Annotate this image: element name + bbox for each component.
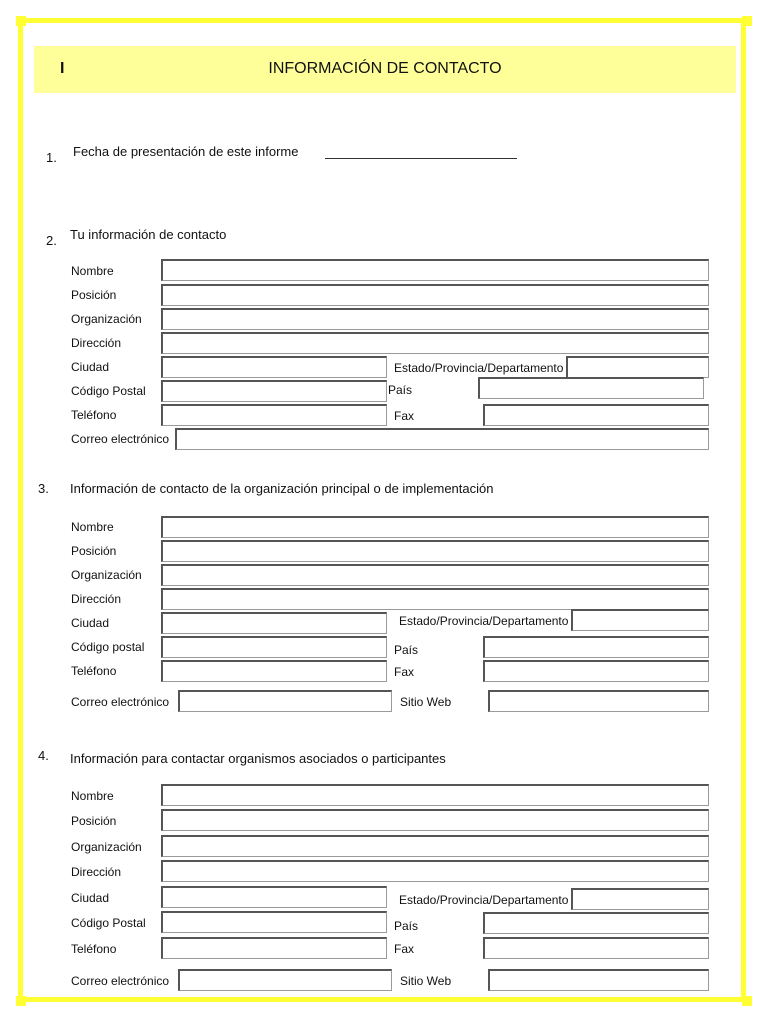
q3-label-ciudad: Ciudad [71, 616, 110, 630]
q3-number: 3. [38, 481, 49, 496]
q4-label-organizacion: Organización [71, 840, 142, 854]
q4-label-nombre: Nombre [71, 789, 114, 803]
q3-label-web: Sitio Web [400, 695, 452, 709]
q3-label-nombre: Nombre [71, 520, 114, 534]
q2-label-posicion: Posición [71, 288, 117, 302]
q4-number: 4. [38, 748, 49, 763]
q3-ciudad-input[interactable] [161, 612, 387, 634]
q2-telefono-input[interactable] [161, 404, 387, 426]
q3-telefono-input[interactable] [161, 660, 387, 682]
q4-label-estado: Estado/Provincia/Departamento [399, 893, 569, 907]
q4-ciudad-input[interactable] [161, 886, 387, 908]
q3-direccion-input[interactable] [161, 588, 709, 610]
q3-organizacion-input[interactable] [161, 564, 709, 586]
q2-ciudad-input[interactable] [161, 356, 387, 378]
q1-label: Fecha de presentación de este informe [73, 144, 299, 159]
q2-organizacion-input[interactable] [161, 308, 709, 330]
q2-label-correo: Correo electrónico [71, 432, 170, 446]
q4-nombre-input[interactable] [161, 784, 709, 806]
q3-correo-input[interactable] [178, 690, 392, 712]
q4-posicion-input[interactable] [161, 809, 709, 831]
q2-estado-input[interactable] [566, 356, 709, 378]
q3-label-codigo: Código postal [71, 640, 145, 654]
q3-heading: Información de contacto de la organización principal o de implementación [70, 481, 494, 496]
q2-label-estado: Estado/Provincia/Departamento [394, 361, 564, 375]
border-corner [16, 16, 26, 26]
section-number: I [60, 60, 65, 77]
q3-label-estado: Estado/Provincia/Departamento [399, 614, 569, 628]
border-corner [742, 996, 752, 1006]
q3-estado-input[interactable] [571, 609, 709, 631]
q4-telefono-input[interactable] [161, 937, 387, 959]
section-title: INFORMACIÓN DE CONTACTO [268, 60, 502, 77]
q4-direccion-input[interactable] [161, 860, 709, 882]
q4-codigo-input[interactable] [161, 911, 387, 933]
q3-label-pais: País [394, 643, 419, 657]
q3-codigo-input[interactable] [161, 636, 387, 658]
q3-pais-input[interactable] [483, 636, 709, 658]
q3-label-posicion: Posición [71, 544, 117, 558]
q2-fax-input[interactable] [483, 404, 709, 426]
q2-codigo-input[interactable] [161, 380, 387, 402]
border-corner [742, 16, 752, 26]
q2-direccion-input[interactable] [161, 332, 709, 354]
section-header [34, 46, 736, 93]
report-date-line[interactable] [325, 158, 517, 159]
q2-label-telefono: Teléfono [71, 408, 117, 422]
q2-pais-input[interactable] [478, 377, 704, 399]
q4-label-codigo: Código Postal [71, 916, 146, 930]
q2-number: 2. [46, 233, 57, 248]
q3-nombre-input[interactable] [161, 516, 709, 538]
q4-web-input[interactable] [488, 969, 709, 991]
q4-estado-input[interactable] [571, 888, 709, 910]
q4-label-direccion: Dirección [71, 865, 122, 879]
q2-label-organizacion: Organización [71, 312, 142, 326]
q4-fax-input[interactable] [483, 937, 709, 959]
q1-number: 1. [46, 150, 57, 165]
q3-web-input[interactable] [488, 690, 709, 712]
q3-fax-input[interactable] [483, 660, 709, 682]
q2-label-fax: Fax [394, 409, 415, 423]
q4-label-fax: Fax [394, 942, 415, 956]
q4-label-web: Sitio Web [400, 974, 452, 988]
q2-heading: Tu información de contacto [70, 227, 227, 242]
q3-posicion-input[interactable] [161, 540, 709, 562]
q2-label-pais: País [388, 383, 413, 397]
q3-label-fax: Fax [394, 665, 415, 679]
q4-label-ciudad: Ciudad [71, 891, 110, 905]
q3-label-direccion: Dirección [71, 592, 122, 606]
q4-heading: Información para contactar organismos asociados o participantes [70, 751, 446, 766]
q3-label-correo: Correo electrónico [71, 695, 170, 709]
q4-pais-input[interactable] [483, 912, 709, 934]
q2-label-ciudad: Ciudad [71, 360, 110, 374]
q4-label-pais: País [394, 919, 419, 933]
q4-label-posicion: Posición [71, 814, 117, 828]
q2-label-nombre: Nombre [71, 264, 114, 278]
q3-label-organizacion: Organización [71, 568, 142, 582]
q4-correo-input[interactable] [178, 969, 392, 991]
q2-label-direccion: Dirección [71, 336, 122, 350]
q4-organizacion-input[interactable] [161, 835, 709, 857]
q2-correo-input[interactable] [175, 428, 709, 450]
q2-posicion-input[interactable] [161, 284, 709, 306]
q3-label-telefono: Teléfono [71, 664, 117, 678]
q2-label-codigo: Código Postal [71, 384, 146, 398]
q2-nombre-input[interactable] [161, 259, 709, 281]
q4-label-correo: Correo electrónico [71, 974, 170, 988]
q4-label-telefono: Teléfono [71, 942, 117, 956]
border-corner [16, 996, 26, 1006]
